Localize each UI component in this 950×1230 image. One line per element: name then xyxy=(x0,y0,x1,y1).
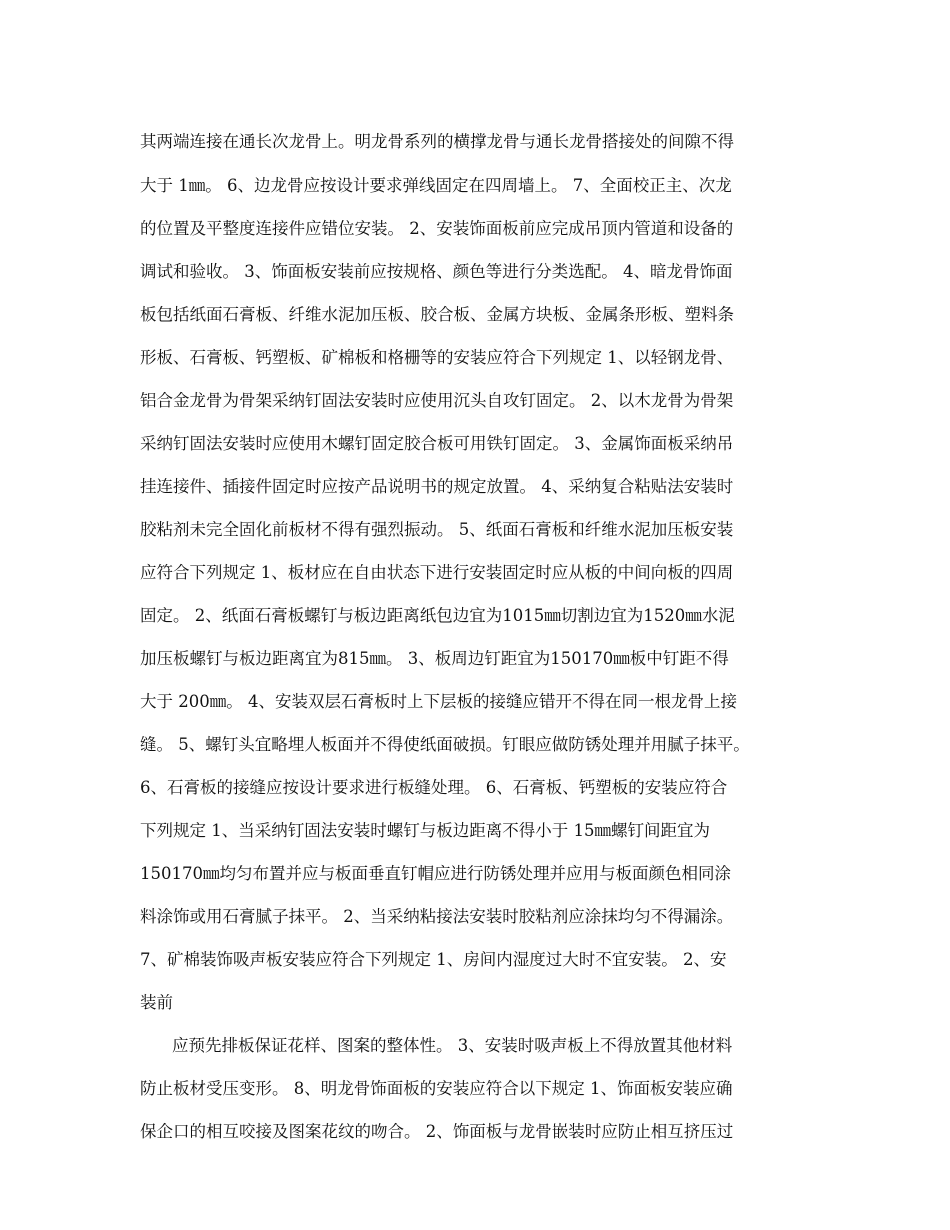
text-line: 7、矿棉装饰吸声板安装应符合下列规定 1、房间内湿度过大时不宜安装。 2、安 xyxy=(140,950,727,969)
text-line: 料涂饰或用石膏腻子抹平。 2、当采纳粘接法安装时胶粘剂应涂抹均匀不得漏涂。 xyxy=(140,907,734,926)
text-line: 挂连接件、插接件固定时应按产品说明书的规定放置。 4、采纳复合粘贴法安装时 xyxy=(140,477,734,496)
text-line: 缝。 5、螺钉头宜略埋人板面并不得使纸面破损。钉眼应做防锈处理并用腻子抹平。 xyxy=(140,735,750,754)
text-line: 6、石膏板的接缝应按设计要求进行板缝处理。 6、石膏板、钙塑板的安装应符合 xyxy=(140,778,728,797)
text-line: 应符合下列规定 1、板材应在自由状态下进行安装固定时应从板的中间向板的四周 xyxy=(140,563,734,582)
text-line: 的位置及平整度连接件应错位安装。 2、安装饰面板前应完成吊顶内管道和设备的 xyxy=(140,219,734,238)
text-line: 防止板材受压变形。 8、明龙骨饰面板的安装应符合以下规定 1、饰面板安装应确 xyxy=(140,1079,733,1098)
text-line: 保企口的相互咬接及图案花纹的吻合。 2、饰面板与龙骨嵌装时应防止相互挤压过 xyxy=(140,1122,734,1141)
text-line: 铝合金龙骨为骨架采纳钉固法安装时应使用沉头自攻钉固定。 2、以木龙骨为骨架 xyxy=(140,391,734,410)
text-line: 调试和验收。 3、饰面板安装前应按规格、颜色等进行分类选配。 4、暗龙骨饰面 xyxy=(140,262,733,281)
text-line: 其两端连接在通长次龙骨上。明龙骨系列的横撑龙骨与通长龙骨搭接处的间隙不得 xyxy=(140,132,734,151)
text-line: 大于 1㎜。 6、边龙骨应按设计要求弹线固定在四周墙上。 7、全面校正主、次龙 xyxy=(140,176,732,195)
text-line: 板包括纸面石膏板、纤维水泥加压板、胶合板、金属方块板、金属条形板、塑料条 xyxy=(140,305,734,324)
text-line: 胶粘剂未完全固化前板材不得有强烈振动。 5、纸面石膏板和纤维水泥加压板安装 xyxy=(140,520,734,539)
text-line: 形板、石膏板、钙塑板、矿棉板和格栅等的安装应符合下列规定 1、以轻钢龙骨、 xyxy=(140,348,734,367)
text-line: 下列规定 1、当采纳钉固法安装时螺钉与板边距离不得小于 15㎜螺钉间距宜为 xyxy=(140,821,710,840)
text-line: 固定。 2、纸面石膏板螺钉与板边距离纸包边宜为1015㎜切割边宜为1520㎜水泥 xyxy=(140,606,735,625)
text-line: 应预先排板保证花样、图案的整体性。 3、安装时吸声板上不得放置其他材料 xyxy=(172,1036,733,1055)
text-line: 大于 200㎜。 4、安装双层石膏板时上下层板的接缝应错开不得在同一根龙骨上接 xyxy=(140,692,737,711)
text-line: 采纳钉固法安装时应使用木螺钉固定胶合板可用铁钉固定。 3、金属饰面板采纳吊 xyxy=(140,434,734,453)
text-line: 装前 xyxy=(140,993,173,1012)
text-line: 150170㎜均匀布置并应与板面垂直钉帽应进行防锈处理并应用与板面颜色相同涂 xyxy=(140,864,731,883)
text-line: 加压板螺钉与板边距离宜为815㎜。 3、板周边钉距宜为150170㎜板中钉距不得 xyxy=(140,649,729,668)
